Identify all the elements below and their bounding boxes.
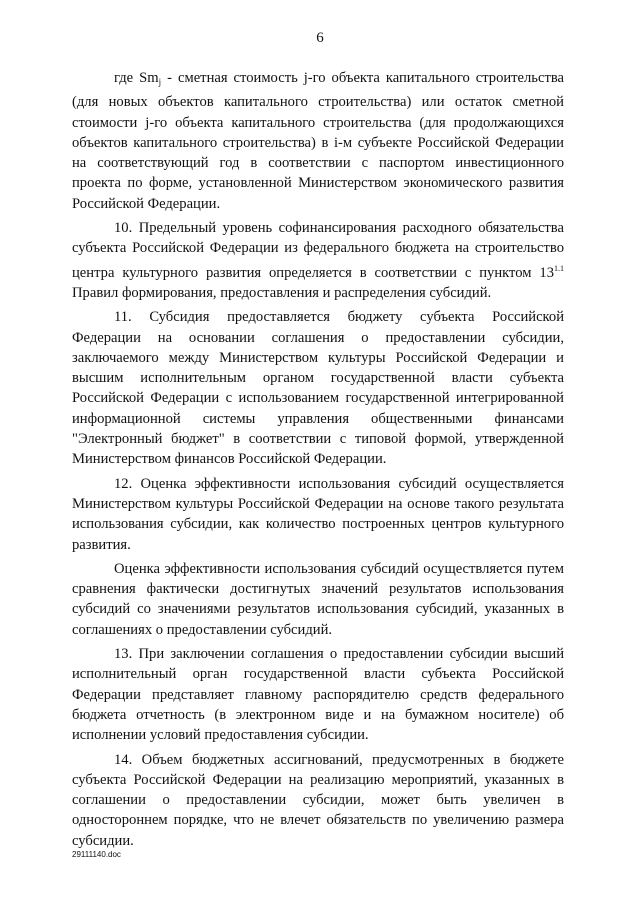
document-body bbox=[72, 68, 564, 851]
formula-note-text: - сметная стоимость j-го объекта капитального строительства (для новых объектов капитального строительства) или остаток сметной стоимости j-го объекта капитального строительства (для продолжающихся объектов капитального строительства) в i-м субъекте Российской Федерации на соответствующий год в соответствии с паспортом инвестиционного проекта по форме, установленной Министерством экономического развития Российской Федерации. bbox=[72, 70, 564, 212]
formula-variable-subscript: j bbox=[158, 77, 162, 87]
paragraph-10-text-before: 10. Предельный уровень софинансирования расходного обязательства субъекта Российской Федерации из федерального бюджета на строительство центра культурного развития определяется в соответствии с пунктом 13 bbox=[72, 220, 564, 281]
paragraph-13: 13. При заключении соглашения о предоставлении субсидии высший исполнительный орган государственной власти субъекта Российской Федерации представляет главному распорядителю средств федерального бюджета отчетность (в электронном виде и на бумажном носителе) об исполнении условий предоставления субсидии. bbox=[72, 646, 564, 744]
paragraph-10-superscript: 1.1 bbox=[554, 263, 564, 273]
file-name-footer: 29111140.doc bbox=[72, 850, 121, 859]
formula-variable-base: Sm bbox=[139, 70, 159, 86]
formula-note-paragraph bbox=[72, 68, 564, 214]
paragraph-12: 12. Оценка эффективности использования субсидий осуществляется Министерством культуры Российской Федерации на основе такого результата использования субсидии, как количество построенных центров культурного развития. bbox=[72, 475, 564, 553]
page-number: 6 bbox=[316, 30, 324, 46]
paragraph-11: 11. Субсидия предоставляется бюджету субъекта Российской Федерации на основании соглашения о предоставлении субсидии, заключаемого между Министерством культуры Российской Федерации и высшим исполнительным органом государственной власти субъекта Российской Федерации с использованием государственной интегрированной информационной системы управления общественными финансами "Электронный бюджет" в соответствии с типовой формой, утвержденной Министерством финансов Российской Федерации. bbox=[72, 309, 564, 468]
paragraph-12-continuation: Оценка эффективности использования субсидий осуществляется путем сравнения фактически достигнутых значений результатов использования субсидий со значениями результатов использования субсидий, указанных в соглашениях о предоставлении субсидий. bbox=[72, 560, 564, 638]
formula-note-lead: где bbox=[114, 70, 134, 86]
paragraph-10-text-after: Правил формирования, предоставления и распределения субсидий. bbox=[72, 284, 492, 301]
formula-variable bbox=[139, 70, 161, 86]
paragraph-10 bbox=[72, 218, 564, 303]
paragraph-14: 14. Объем бюджетных ассигнований, предусмотренных в бюджете субъекта Российской Федерации на реализацию мероприятий, указанных в соглашении о предоставлении субсидии, может быть увеличен в одностороннем порядке, что не влечет обязательств по увеличению размера субсидии. bbox=[72, 751, 564, 849]
